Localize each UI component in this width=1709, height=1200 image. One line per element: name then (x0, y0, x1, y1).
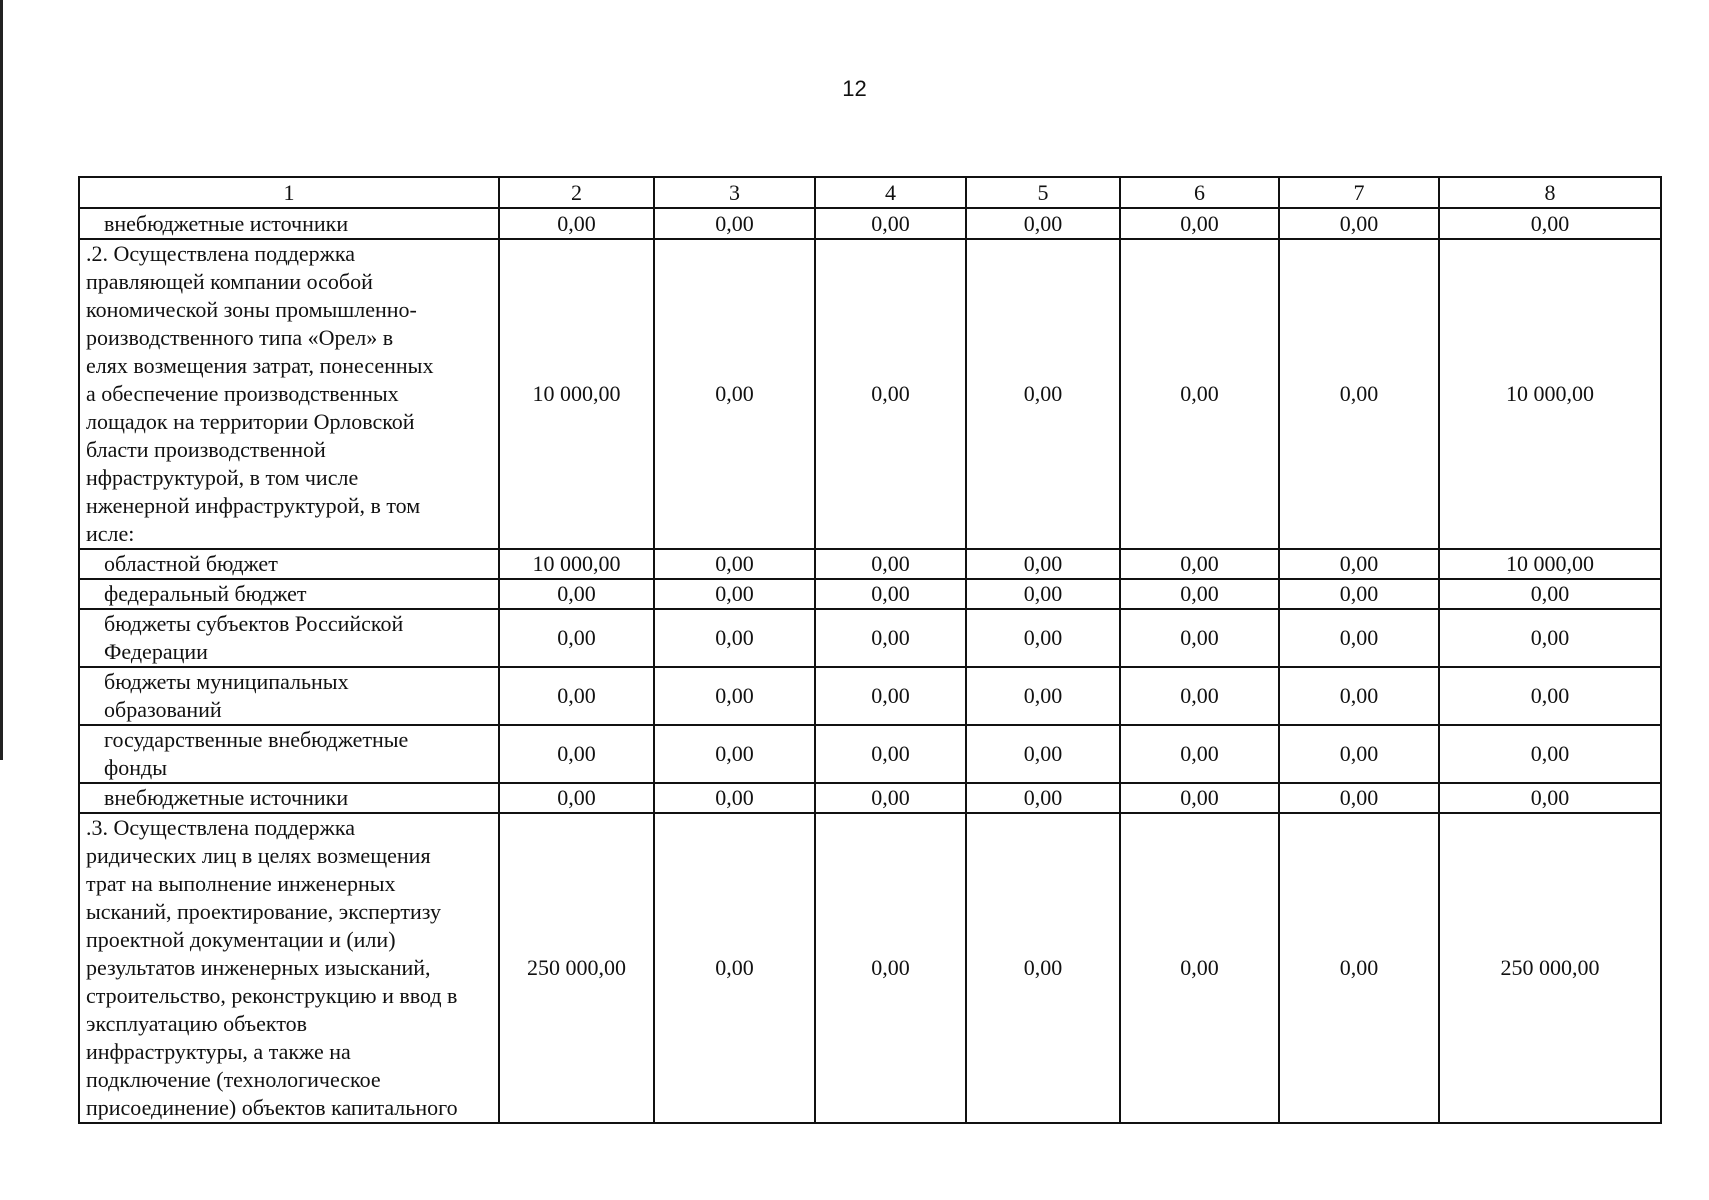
value-cell: 0,00 (499, 579, 654, 609)
value-cell: 0,00 (1120, 579, 1279, 609)
row-label (79, 208, 499, 239)
value-cell: 250 000,00 (1439, 813, 1661, 1123)
row-label-line: бюджеты муниципальных (104, 669, 349, 694)
row-label-line: елях возмещения затрат, понесенных (86, 353, 434, 378)
row-label-line: ридических лиц в целях возмещения (86, 843, 431, 868)
row-label-line: инфраструктуры, а также на (86, 1039, 351, 1064)
value-cell: 0,00 (1120, 239, 1279, 549)
column-header: 6 (1120, 177, 1279, 208)
value-cell: 0,00 (654, 667, 815, 725)
column-header: 3 (654, 177, 815, 208)
row-label-line: областной бюджет (104, 551, 278, 576)
row-label-line: государственные внебюджетные (104, 727, 409, 752)
row-label-line: эксплуатацию объектов (86, 1011, 308, 1036)
value-cell: 0,00 (1439, 208, 1661, 239)
budget-table (78, 176, 1662, 1124)
value-cell: 0,00 (966, 609, 1120, 667)
value-cell: 0,00 (1279, 609, 1439, 667)
table-row (79, 813, 1661, 1123)
row-label-line: а обеспечение производственных (86, 381, 399, 406)
value-cell: 0,00 (1279, 239, 1439, 549)
row-label-line: роизводственного типа «Орел» в (86, 325, 394, 350)
value-cell: 0,00 (1439, 609, 1661, 667)
value-cell: 0,00 (499, 208, 654, 239)
value-cell: 0,00 (815, 813, 966, 1123)
value-cell: 0,00 (654, 813, 815, 1123)
table-row (79, 609, 1661, 667)
value-cell: 0,00 (654, 725, 815, 783)
table-row (79, 579, 1661, 609)
value-cell: 0,00 (499, 667, 654, 725)
value-cell: 0,00 (815, 783, 966, 813)
column-header: 8 (1439, 177, 1661, 208)
value-cell: 0,00 (1279, 783, 1439, 813)
value-cell: 0,00 (1279, 579, 1439, 609)
value-cell: 0,00 (1439, 667, 1661, 725)
value-cell: 0,00 (815, 208, 966, 239)
value-cell: 0,00 (654, 579, 815, 609)
value-cell: 10 000,00 (1439, 549, 1661, 579)
value-cell: 0,00 (1120, 667, 1279, 725)
table-header-row (79, 177, 1661, 208)
column-header: 1 (79, 177, 499, 208)
row-label-line: федеральный бюджет (104, 581, 307, 606)
table-row (79, 783, 1661, 813)
row-label-line: Федерации (104, 639, 208, 664)
value-cell: 0,00 (966, 813, 1120, 1123)
value-cell: 0,00 (1279, 667, 1439, 725)
value-cell: 0,00 (1120, 609, 1279, 667)
value-cell: 0,00 (966, 783, 1120, 813)
table-row (79, 667, 1661, 725)
value-cell: 0,00 (815, 609, 966, 667)
value-cell: 0,00 (1439, 579, 1661, 609)
value-cell: 0,00 (966, 208, 1120, 239)
scan-edge-line (0, 0, 3, 760)
value-cell: 0,00 (1439, 783, 1661, 813)
value-cell: 0,00 (815, 579, 966, 609)
value-cell: 0,00 (1279, 549, 1439, 579)
row-label-line: лощадок на территории Орловской (86, 409, 415, 434)
row-label-line: трат на выполнение инженерных (86, 871, 396, 896)
page-number: 12 (842, 76, 867, 101)
value-cell: 0,00 (654, 208, 815, 239)
value-cell: 0,00 (966, 667, 1120, 725)
row-label (79, 609, 499, 667)
column-header: 4 (815, 177, 966, 208)
value-cell: 0,00 (815, 725, 966, 783)
value-cell: 0,00 (1120, 783, 1279, 813)
table-row (79, 549, 1661, 579)
value-cell: 0,00 (815, 549, 966, 579)
value-cell: 0,00 (1439, 725, 1661, 783)
value-cell: 0,00 (654, 783, 815, 813)
column-header: 7 (1279, 177, 1439, 208)
table-row (79, 208, 1661, 239)
row-label (79, 667, 499, 725)
value-cell: 0,00 (499, 725, 654, 783)
row-label (79, 783, 499, 813)
row-label-line: бюджеты субъектов Российской (104, 611, 404, 636)
value-cell: 0,00 (1279, 208, 1439, 239)
value-cell: 0,00 (966, 239, 1120, 549)
row-label-line: исле: (86, 521, 135, 546)
value-cell: 0,00 (1120, 549, 1279, 579)
row-label-line: нженерной инфраструктурой, в том (86, 493, 421, 518)
row-label-line: строительство, реконструкцию и ввод в (86, 983, 458, 1008)
row-label-line: внебюджетные источники (104, 210, 349, 236)
row-label-line: .2. Осуществлена поддержка (86, 241, 355, 266)
row-label-line: правляющей компании особой (86, 269, 373, 294)
value-cell: 0,00 (499, 609, 654, 667)
value-cell: 0,00 (1120, 208, 1279, 239)
value-cell: 10 000,00 (1439, 239, 1661, 549)
row-label (79, 725, 499, 783)
value-cell: 0,00 (815, 239, 966, 549)
column-header: 2 (499, 177, 654, 208)
row-label-line: подключение (технологическое (86, 1067, 381, 1092)
row-label-line: результатов инженерных изысканий, (86, 955, 431, 980)
row-label-line: образований (104, 697, 222, 722)
value-cell: 0,00 (966, 725, 1120, 783)
row-label-line: кономической зоны промышленно- (86, 297, 417, 322)
table-row (79, 725, 1661, 783)
row-label (79, 549, 499, 579)
row-label-line: бласти производственной (86, 437, 326, 462)
row-label-line: .3. Осуществлена поддержка (86, 815, 355, 840)
value-cell: 0,00 (1120, 725, 1279, 783)
column-header: 5 (966, 177, 1120, 208)
row-label-line: фонды (104, 755, 168, 780)
table-row (79, 239, 1661, 549)
value-cell: 0,00 (654, 239, 815, 549)
value-cell: 250 000,00 (499, 813, 654, 1123)
row-label (79, 239, 499, 549)
row-label-line: ысканий, проектирование, экспертизу (86, 899, 441, 924)
value-cell: 10 000,00 (499, 239, 654, 549)
row-label (79, 813, 499, 1123)
row-label (79, 579, 499, 609)
row-label-line: проектной документации и (или) (86, 927, 396, 952)
value-cell: 0,00 (654, 609, 815, 667)
row-label-line: внебюджетные источники (104, 785, 349, 810)
value-cell: 0,00 (966, 579, 1120, 609)
value-cell: 0,00 (654, 549, 815, 579)
value-cell: 0,00 (1279, 813, 1439, 1123)
value-cell: 0,00 (1120, 813, 1279, 1123)
value-cell: 10 000,00 (499, 549, 654, 579)
value-cell: 0,00 (966, 549, 1120, 579)
row-label-line: присоединение) объектов капитального (86, 1095, 458, 1120)
value-cell: 0,00 (815, 667, 966, 725)
value-cell: 0,00 (1279, 725, 1439, 783)
row-label-line: нфраструктурой, в том числе (86, 465, 359, 490)
value-cell: 0,00 (499, 783, 654, 813)
